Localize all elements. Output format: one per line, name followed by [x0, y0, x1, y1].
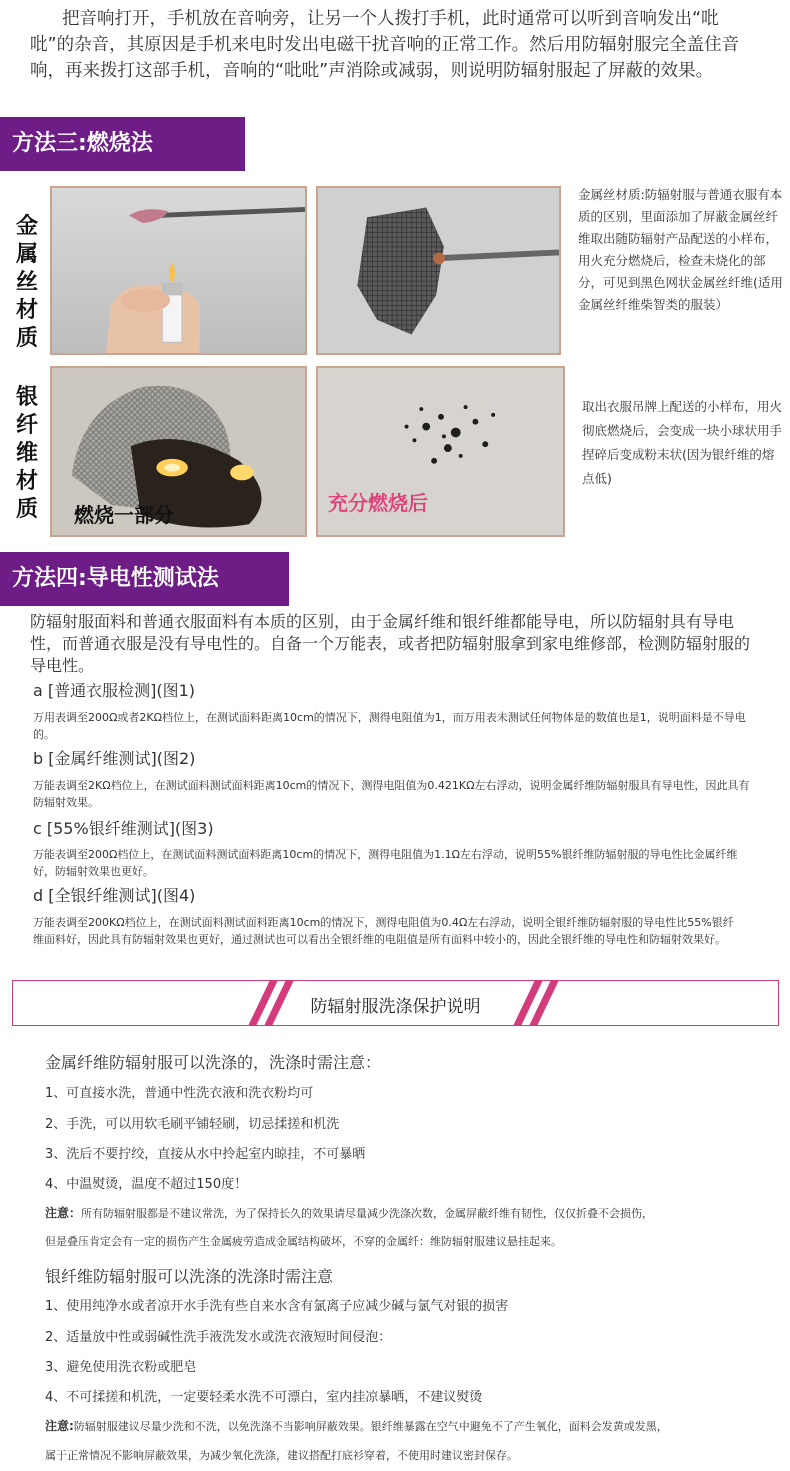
method3-title: 方法三:燃烧法	[12, 131, 153, 156]
photo-partially-burnt	[50, 366, 307, 537]
photo-fully-burnt-ash	[316, 366, 565, 537]
silver-wash-heading: 银纤维防辐射服可以洗涤的洗涤时需注意	[45, 1267, 334, 1286]
metal-caption: 金属丝材质:防辐射服与普通衣服有本质的区别，里面添加了屏蔽金属丝纤维取出随防辐射产品配送的小样布，用火充分燃烧后，检查未烧化的部分，可见到黑色网状金属丝纤维(适用金属丝纤维柴智类的服装）	[578, 187, 783, 312]
test-a-heading: a [普通衣服检测](图1)	[33, 681, 196, 700]
metal-wash-item-1: 1、可直接水洗，普通中性洗衣液和洗衣粉均可	[45, 1086, 314, 1101]
metal-wash-note-line1	[45, 1204, 653, 1221]
test-c-heading: c [55%银纤维测试](图3)	[33, 819, 214, 838]
metal-note-text-1: 所有防辐射服都是不建议常洗，为了保持长久的效果请尽量减少洗涤次数，金属屏蔽纤维有韧性，仅仅折叠不会损伤，	[81, 1207, 654, 1220]
silver-wash-item-2: 2、适量放中性或弱碱性洗手液洗发水或洗衣液短时间侵泡：	[45, 1330, 392, 1345]
photo-lighter-sample	[50, 186, 307, 355]
photo-burnt-metal-mesh	[316, 186, 561, 355]
silver-wash-note-line1	[45, 1417, 668, 1434]
test-d-body: 万能表调至200KΩ档位上，在测试面料测试面料距离10cm的情况下，测得电阻值为0.4Ω左右浮动，说明全银纤维防辐射服的导电性比55%银纤维面料好，因此具有防辐射效果也更好，通过测试也可以看出全银纤维的电阻值是所有面料中较小的，因此全银纤维的导电性和防辐射效果好。	[33, 916, 734, 946]
metal-wash-item-3: 3、洗后不要拧绞，直接从水中拎起室内晾挂，不可暴晒	[45, 1147, 366, 1162]
test-b-body: 万能表调至2KΩ档位上，在测试面料测试面料距离10cm的情况下，测得电阻值为0.421KΩ左右浮动，说明金属纤维防辐射服具有导电性，因此具有防辐射效果。	[33, 779, 750, 809]
silver-wash-item-1: 1、使用纯净水或者凉开水手洗有些自来水含有氯离子应减少碱与氯气对银的损害	[45, 1299, 509, 1314]
slash-decoration-right	[513, 980, 573, 1026]
silver-caption: 取出衣服吊牌上配送的小样布，用火彻底燃烧后，会变成一块小球状用手捏碎后变成粉末状(因为银纤维的熔点低)	[582, 399, 783, 486]
intro-text: 把音响打开，手机放在音响旁，让另一个人拨打手机，此时通常可以听到音响发出“吡吡”的杂音，其原因是手机来电时发出电磁干扰音响的正常工作。然后用防辐射服完全盖住音响，再来拨打这部手机，音响的“吡吡”声消除或减弱，则说明防辐射服起了屏蔽的效果。	[30, 9, 740, 81]
metal-note-label: 注意：	[45, 1206, 82, 1220]
method4-intro: 防辐射服面料和普通衣服面料有本质的区别，由于金属纤维和银纤维都能导电，所以防辐射具有导电性，而普通衣服是没有导电性的。自备一个万能表，或者把防辐射服拿到家电维修部，检测防辐射服的导电性。	[30, 612, 751, 675]
metal-wash-item-4: 4、中温熨烫，温度不超过150度！	[45, 1177, 248, 1192]
photo-text-full-burn: 充分燃烧后	[328, 491, 428, 515]
photo-text-partial-burn: 燃烧一部分	[74, 503, 174, 527]
test-d-heading: d [全银纤维测试](图4)	[33, 886, 196, 905]
method4-title-band	[0, 552, 289, 606]
intro-paragraph	[30, 6, 760, 84]
metal-wash-item-2: 2、手洗，可以用软毛刷平铺轻刷，切忌揉搓和机洗	[45, 1117, 340, 1132]
metal-material-label: 金属丝材质	[15, 213, 38, 351]
test-a-body: 万用表调至200Ω或者2KΩ档位上，在测试面料距离10cm的情况下，测得电阻值为1，而万用表未测试任何物体是的数值也是1，说明面料是不导电的。	[33, 711, 746, 741]
silver-note-text-2: 属于正常情况不影响屏蔽效果，为减少氧化洗涤，建议搭配打底衫穿着，不使用时建议密封保存。	[45, 1449, 518, 1462]
wash-title: 防辐射服洗涤保护说明	[310, 997, 481, 1017]
test-c-body: 万能表调至200Ω档位上，在测试面料测试面料距离10cm的情况下，测得电阻值为1.1Ω左右浮动，说明55%银纤维防辐射服的导电性比金属纤维好，防辐射效果也更好。	[33, 848, 738, 878]
metal-wash-heading: 金属纤维防辐射服可以洗涤的，洗涤时需注意：	[45, 1053, 382, 1072]
silver-wash-item-4: 4、不可揉搓和机洗，一定要轻柔水洗不可漂白，室内挂凉暴晒，不建议熨烫	[45, 1390, 483, 1405]
silver-material-label: 银纤维材质	[15, 384, 38, 522]
method4-title: 方法四:导电性测试法	[12, 566, 219, 591]
metal-note-text-2: 但是叠压肯定会有一定的损伤产生金属疲劳造成金属结构破坏，不穿的金属纤：维防辐射服建议悬挂起来。	[45, 1235, 562, 1248]
silver-wash-item-3: 3、避免使用洗衣粉或肥皂	[45, 1360, 197, 1375]
silver-note-label: 注意:	[45, 1419, 74, 1433]
wash-title-bar	[12, 980, 779, 1026]
silver-note-text-1: 防辐射服建议尽量少洗和不洗，以免洗涤不当影响屏蔽效果。银纤维暴露在空气中避免不了产生氧化，面料会发黄或发黑，	[73, 1420, 668, 1433]
method3-title-band	[0, 117, 245, 171]
test-b-heading: b [金属纤维测试](图2)	[33, 749, 196, 768]
